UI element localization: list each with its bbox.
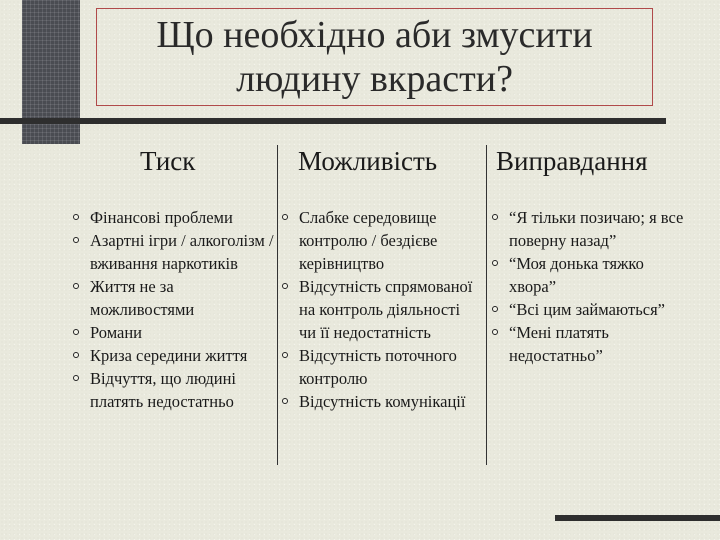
list-item: Фінансові проблеми [70, 206, 278, 229]
list-item: “Моя донька тяжко хвора” [489, 252, 685, 298]
column-divider [486, 145, 487, 465]
slide-title-line-2: людину вкрасти? [236, 58, 513, 100]
column-heading-rationalization: Виправдання [496, 146, 648, 176]
column-heading-pressure: Тиск [140, 146, 196, 176]
rationalization-list [489, 206, 685, 367]
list-item: “Я тільки позичаю; я все поверну назад” [489, 206, 685, 252]
list-item: Азартні ігри / алкоголізм / вживання наркотиків [70, 229, 278, 275]
decorative-top-rule [0, 118, 666, 124]
list-item: Життя не за можливостями [70, 275, 278, 321]
decorative-bottom-rule [555, 515, 720, 521]
opportunity-list [279, 206, 479, 413]
list-item: Відчуття, що людині платять недостатньо [70, 367, 278, 413]
list-item: “Мені платять недостатньо” [489, 321, 685, 367]
column-heading-opportunity: Можливість [298, 146, 438, 176]
pressure-list [70, 206, 278, 413]
list-item: Відсутність поточного контролю [279, 344, 479, 390]
list-item: Відсутність спрямованої на контроль діяльності чи її недостатність [279, 275, 479, 344]
list-item: “Всі цим займаються” [489, 298, 685, 321]
slide-title-line-1: Що необхідно аби змусити [156, 14, 593, 56]
slide-title [96, 8, 653, 106]
list-item: Слабке середовище контролю / бездієве керівництво [279, 206, 479, 275]
list-item: Відсутність комунікації [279, 390, 479, 413]
list-item: Романи [70, 321, 278, 344]
list-item: Криза середини життя [70, 344, 278, 367]
